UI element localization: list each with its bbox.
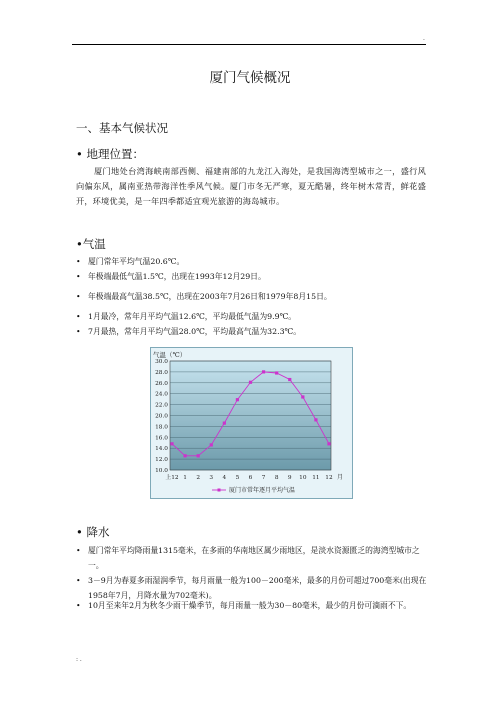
data-point: [170, 442, 173, 445]
legend-label: 厦门市常年逐月平均气温: [229, 487, 296, 494]
section-heading-basic-climate: 一、基本气候状况: [76, 121, 168, 135]
data-point: [275, 371, 278, 374]
x-tick-label: 3: [209, 475, 214, 481]
page-title: 厦门气候概况: [209, 70, 291, 86]
x-tick-label: 11: [312, 475, 320, 481]
x-tick-label: 5: [235, 475, 240, 481]
y-tick-label: 20.0: [155, 413, 168, 420]
location-heading: • 地理位置：: [76, 147, 144, 161]
y-tick-label: 10.0: [155, 468, 168, 474]
y-axis-label: 气温（℃）: [153, 351, 187, 359]
temperature-chart: [150, 347, 353, 499]
x-tick-label: 2: [196, 475, 201, 481]
y-tick-label: 22.0: [155, 402, 168, 409]
header-rule: [72, 44, 426, 45]
data-point: [327, 442, 330, 445]
data-point: [314, 418, 317, 421]
data-point: [210, 443, 213, 446]
rain-bullet: • 10月至来年2月为秋冬少雨干燥季节，每月雨量一般为30－80毫米，最少的月份可滴雨不下。: [76, 601, 412, 610]
x-tick-label: 7: [261, 475, 266, 481]
data-point: [288, 378, 291, 381]
data-point: [223, 422, 226, 425]
x-tick-label: 上12: [165, 475, 179, 481]
y-tick-label: 16.0: [155, 435, 168, 442]
x-tick-label: 8: [274, 475, 279, 481]
temperature-heading: •气温: [76, 237, 106, 251]
y-tick-label: 26.0: [155, 380, 168, 387]
rain-bullet: • 厦门常年平均降雨量1315毫米，在多雨的华南地区属少雨地区，是淡水资源匮乏的海湾型城市之一。: [76, 546, 420, 570]
x-tick-label: 1: [183, 475, 187, 481]
temperature-bullet: • 年极端最低气温1.5℃，出现在1993年12月29日。: [76, 272, 266, 281]
temperature-bullet: • 7月最热，常年月平均气温28.0℃，平均最高气温为32.3℃。: [76, 327, 302, 336]
temperature-bullet: • 厦门常年平均气温20.6℃。: [76, 257, 185, 266]
y-tick-label: 12.0: [155, 457, 168, 464]
x-tick-label: 12: [325, 475, 333, 481]
x-tick-label: 4: [222, 475, 227, 481]
header-mark: .: [423, 35, 425, 42]
y-tick-label: 14.0: [155, 446, 168, 453]
x-tick-label: 9: [287, 475, 292, 481]
x-axis-unit: 月: [336, 474, 344, 481]
location-paragraph: 厦门地处台湾海峡南部西侧、福建南部的九龙江入海处，是我国海湾型城市之一，盛行风向偏东风，属南亚热带海洋性季风气候。厦门市冬无严寒，夏无酷暑，终年树木常青，鲜花盛开，环境优美，是一年四季都适宜观光旅游的海岛城市。: [76, 166, 426, 207]
footer-mark: : .: [76, 656, 82, 663]
temperature-bullet: • 年极端最高气温38.5℃，出现在2003年7月26日和1979年8月15日。: [76, 292, 332, 301]
temperature-bullet: • 1月最冷，常年月平均气温12.6℃，平均最低气温为9.9℃。: [76, 312, 297, 321]
y-tick-label: 28.0: [155, 369, 168, 376]
rain-heading: • 降水: [76, 525, 110, 539]
y-tick-label: 18.0: [155, 424, 168, 431]
x-tick-label: 10: [299, 475, 307, 481]
legend-marker: [218, 489, 221, 492]
rain-bullet: • 3－9月为春夏多雨湿润季节，每月雨量一般为100－200毫米，最多的月份可超过700毫米(出现在1958年7月，月降水量为702毫米)。: [76, 576, 427, 600]
data-point: [197, 454, 200, 457]
y-tick-label: 30.0: [155, 359, 168, 365]
data-point: [183, 454, 186, 457]
data-point: [249, 381, 252, 384]
data-point: [236, 398, 239, 401]
data-point: [262, 370, 265, 373]
x-tick-label: 6: [248, 475, 253, 481]
data-point: [301, 395, 304, 398]
y-tick-label: 24.0: [155, 391, 168, 398]
